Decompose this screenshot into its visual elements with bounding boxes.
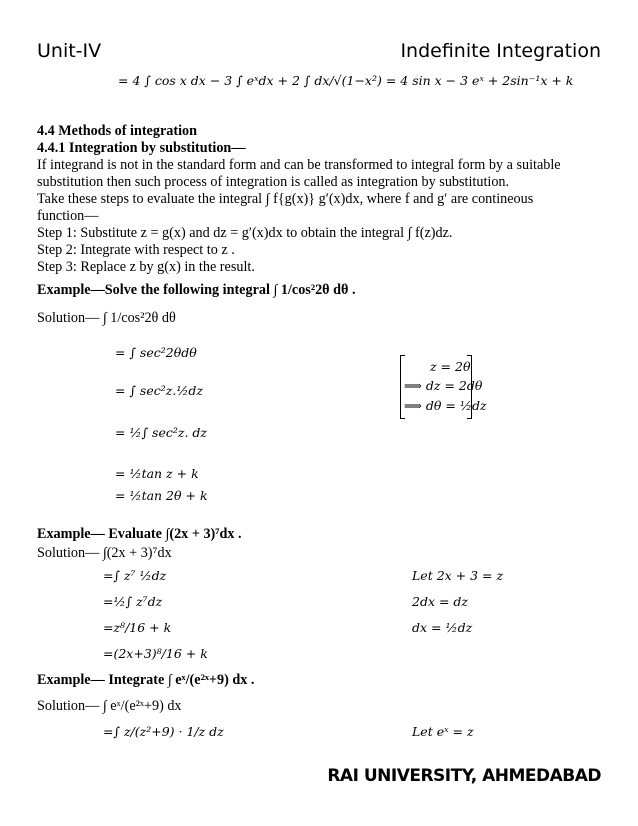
example3-heading: Example— Integrate ∫ eˣ/(e²ˣ+9) dx . — [37, 672, 255, 688]
section-subtitle: 4.4.1 Integration by substitution— — [37, 140, 246, 156]
example2-step: =∫ z⁷ ½dz — [103, 568, 167, 583]
example1-step: = ½∫ sec²z. dz — [115, 425, 207, 440]
example2-solution: Solution— ∫(2x + 3)⁷dx — [37, 545, 172, 561]
example2-substitution: 2dx = dz — [412, 594, 469, 609]
example1-substitution: z = 2θ — [430, 359, 471, 374]
example1-step: = ½tan 2θ + k — [115, 488, 208, 503]
paragraph-line: substitution then such process of integration is called as integration by substitution. — [37, 174, 510, 190]
example1-substitution: ⟹ dz = 2dθ — [404, 378, 483, 393]
section-title: 4.4 Methods of integration — [37, 123, 197, 139]
example3-solution: Solution— ∫ eˣ/(e²ˣ+9) dx — [37, 698, 182, 714]
example2-substitution: dx = ½dz — [412, 620, 473, 635]
example3-step: =∫ z/(z²+9) · 1/z dz — [103, 724, 224, 739]
example1-step: = ½tan z + k — [115, 466, 199, 481]
example1-substitution: ⟹ dθ = ½dz — [404, 398, 487, 413]
step-1: Step 1: Substitute z = g(x) and dz = g′(x)dx to obtain the integral ∫ f(z)dz. — [37, 225, 453, 241]
paragraph-line: Take these steps to evaluate the integral ∫ f{g(x)} g′(x)dx, where f and g′ are contineous — [37, 191, 534, 207]
example2-heading: Example— Evaluate ∫(2x + 3)⁷dx . — [37, 526, 242, 542]
paragraph-line: If integrand is not in the standard form and can be transformed to integral form by a suitable — [37, 157, 561, 173]
example1-heading: Example—Solve the following integral ∫ 1/cos²2θ dθ . — [37, 282, 356, 298]
example1-step: = ∫ sec²z.½dz — [115, 383, 204, 398]
step-3: Step 3: Replace z by g(x) in the result. — [37, 259, 255, 275]
university-footer: RAI UNIVERSITY, AHMEDABAD — [327, 766, 601, 786]
paragraph-line: function— — [37, 208, 99, 224]
example2-step: =(2x+3)⁸/16 + k — [103, 646, 208, 661]
example2-substitution: Let 2x + 3 = z — [412, 568, 504, 583]
step-2: Step 2: Integrate with respect to z . — [37, 242, 235, 258]
top-equation: = 4 ∫ cos x dx − 3 ∫ eˣdx + 2 ∫ dx/√(1−x²) = 4 sin x − 3 eˣ + 2sin⁻¹x + k — [118, 73, 574, 88]
example1-solution: Solution— ∫ 1/cos²2θ dθ — [37, 310, 176, 326]
example2-step: =z⁸/16 + k — [103, 620, 172, 635]
example2-step: =½∫ z⁷dz — [103, 594, 163, 609]
chapter-title: Indefinite Integration — [400, 40, 601, 62]
example1-step: = ∫ sec²2θdθ — [115, 345, 197, 360]
example3-substitution: Let eˣ = z — [412, 724, 474, 739]
unit-label: Unit-IV — [37, 40, 102, 62]
